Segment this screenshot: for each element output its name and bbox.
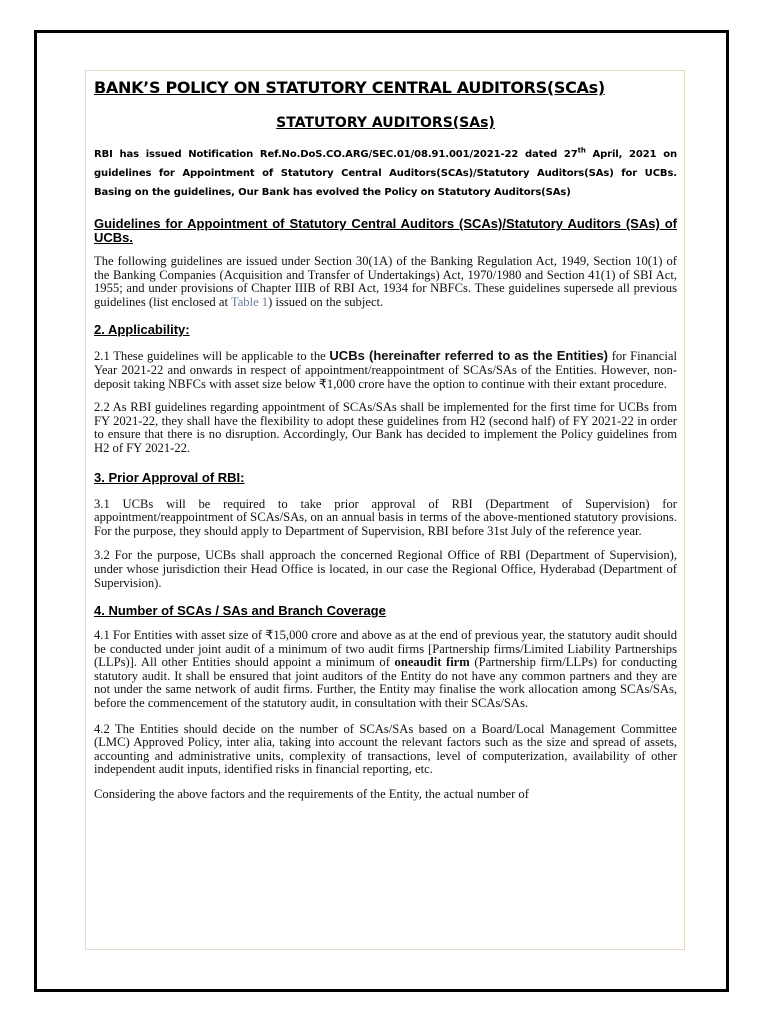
prior-approval-para-3-2: 3.2 For the purpose, UCBs shall approach the concerned Regional Office of RBI (Department of Supervision), under whose jurisdiction their Head Office is located, in our case the Regional Office, Hyderabad (Department of Supervision).: [94, 548, 677, 590]
applicability-para-2-2: 2.2 As RBI guidelines regarding appointment of SCAs/SAs shall be implemented for the first time for UCBs from FY 2021-22, they shall have the flexibility to adopt these guidelines from H2 (second half) of FY 2021-22 in order to ensure that there is no disruption. Accordingly, Our Bank has decided to implement the Policy guidelines from H2 of FY 2021-22.: [94, 400, 677, 455]
guidelines-paragraph: The following guidelines are issued under Section 30(1A) of the Banking Regulation Act, 1949, Section 10(1) of the Banking Companies (Acquisition and Transfer of Undertakings) Act, 1970/1980 and Section 41(1) of SBI Act, 1955; and under provisions of Chapter IIIB of RBI Act, 1934 for NBFCs. These guidelines supersede all previous guidelines (list enclosed at Table 1) issued on the subject.: [94, 254, 677, 309]
number-scas-para-4-2: 4.2 The Entities should decide on the number of SCAs/SAs based on a Board/Local Management Committee (LMC) Approved Policy, inter alia, taking into account the relevant factors such as the size and spread of assets, accounting and administrative units, complexity of transactions, level of computerization, availability of other independent audit inputs, identified risks in financial reporting, etc.: [94, 721, 677, 777]
document-page: [85, 70, 685, 950]
number-scas-heading: 4. Number of SCAs / SAs and Branch Coverage: [94, 603, 386, 619]
entities-definition: UCBs (hereinafter referred to as the Entities): [329, 348, 609, 364]
document-content: [94, 78, 677, 802]
applicability-para-2-1: 2.1 These guidelines will be applicable to the UCBs (hereinafter referred to as the Entities) for Financial Year 2021-22 and onwards in respect of appointment/reappointment of SCAs/SAs of the Entities. However, non-deposit taking NBFCs with asset size below ₹1,000 crore have the option to continue with their extant procedure.: [94, 348, 677, 391]
prior-approval-para-3-1: 3.1 UCBs will be required to take prior approval of RBI (Department of Supervision) for appointment/reappointment of SCAs/SAs, on an annual basis in terms of the above-mentioned statutory provisions. For the purpose, they should apply to Department of Supervision, RBI before 31st July of the reference year.: [94, 496, 677, 538]
notification-paragraph: RBI has issued Notification Ref.No.DoS.CO.ARG/SEC.01/08.91.001/2021-22 dated 27th April, 2021 on guidelines for Appointment of Statutory Central Auditors(SCAs)/Statutory Auditors(SAs) for UCBs. Basing on the guidelines, Our Bank has evolved the Policy on Statutory Auditors(SAs): [94, 146, 678, 198]
number-scas-para-4-1: 4.1 For Entities with asset size of ₹15,000 crore and above as at the end of previous year, the statutory audit should be conducted under joint audit of a minimum of two audit firms [Partnership firms/Limited Liability Partnerships (LLPs)]. All other Entities should appoint a minimum of oneaudit firm (Partnership firm/LLPs) for conducting statutory audit. It shall be ensured that joint auditors of the Entity do not have any common partners and they are not under the same network of audit firms. Further, the Entity may finalise the work allocation among SCAs/SAs, before the commencement of the statutory audit, in consultation with their SCAs/SAs.: [94, 628, 678, 711]
document-title: BANK’S POLICY ON STATUTORY CENTRAL AUDITORS(SCAs): [94, 78, 605, 97]
table-1-link[interactable]: Table 1: [230, 294, 269, 309]
prior-approval-heading: 3. Prior Approval of RBI:: [94, 469, 245, 485]
number-scas-para-continued: Considering the above factors and the requirements of the Entity, the actual number of: [94, 787, 529, 802]
document-subtitle: STATUTORY AUDITORS(SAs): [276, 115, 495, 131]
date-ordinal: th: [577, 146, 586, 155]
applicability-heading: 2. Applicability:: [94, 322, 190, 338]
guidelines-heading: Guidelines for Appointment of Statutory Central Auditors (SCAs)/Statutory Auditors (SAs) of UCBs.: [94, 216, 677, 245]
one-audit-firm: oneaudit firm: [394, 655, 470, 670]
